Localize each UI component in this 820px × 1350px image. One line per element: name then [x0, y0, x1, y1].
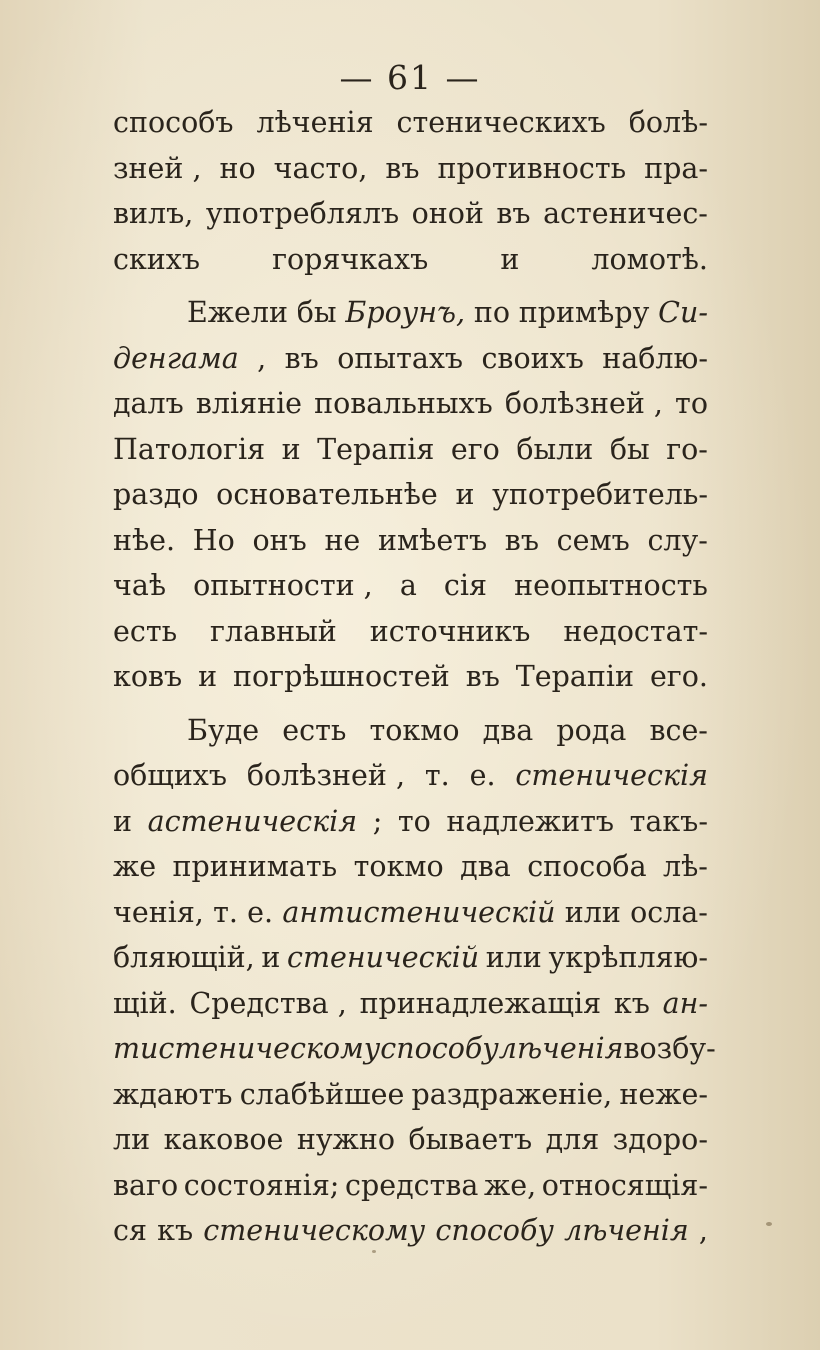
word: ломотѣ. — [591, 242, 708, 276]
word: ; — [372, 804, 383, 838]
word: ан- — [662, 986, 708, 1020]
word: къ — [157, 1214, 194, 1247]
word: лѣченія — [564, 1214, 689, 1247]
word: ваго — [113, 1168, 179, 1202]
word: не — [324, 523, 361, 557]
word: семъ — [556, 523, 630, 557]
word: состоянія; — [183, 1168, 340, 1202]
word: недостат- — [563, 614, 708, 648]
word: зней , — [113, 151, 202, 185]
word: или — [564, 895, 621, 929]
word: способу — [380, 1032, 499, 1065]
word: неже- — [619, 1077, 708, 1111]
word: часто, — [273, 151, 368, 185]
word: нужно — [296, 1123, 396, 1156]
text-line — [113, 146, 708, 192]
word: по — [473, 296, 511, 329]
word: болѣзней , — [504, 387, 663, 420]
word: принимать — [172, 850, 338, 883]
text-line — [113, 336, 708, 382]
word: для — [545, 1123, 600, 1156]
text-line — [113, 753, 708, 799]
word: бы — [296, 296, 337, 329]
word: здоро- — [612, 1123, 708, 1156]
word: бы — [609, 432, 650, 466]
word: употреблялъ — [205, 197, 400, 230]
word: же, — [484, 1168, 537, 1202]
paper-speck — [372, 1250, 376, 1253]
text-line — [113, 472, 708, 518]
word: далъ — [113, 387, 184, 420]
word: каковое — [163, 1123, 284, 1156]
word: возбу- — [623, 1032, 716, 1065]
word: въ — [465, 660, 500, 693]
word: ли — [113, 1123, 151, 1156]
word: Терапія — [317, 432, 435, 466]
word: примѣру — [518, 296, 650, 329]
word: т. — [424, 759, 450, 792]
word: опытахъ — [337, 341, 464, 375]
word: раздраженіе, — [411, 1077, 613, 1111]
word: неопытность — [514, 569, 708, 602]
word: средства — [345, 1168, 479, 1202]
paragraph-gap — [113, 282, 708, 290]
word: болѣзней , — [246, 759, 406, 792]
word: наблю- — [602, 341, 708, 375]
word: употребитель- — [492, 478, 708, 511]
word: способъ — [113, 106, 234, 139]
word: же — [113, 850, 157, 883]
text-line — [113, 609, 708, 655]
word: такъ- — [629, 804, 708, 838]
word: токмо — [353, 850, 444, 883]
word: источникъ — [369, 614, 531, 648]
word: два — [482, 713, 534, 747]
word: раздо — [113, 478, 199, 511]
text-line — [113, 844, 708, 890]
word: въ — [284, 341, 319, 375]
word: лѣ- — [663, 850, 708, 883]
text-line — [113, 935, 708, 981]
word: въ — [496, 197, 531, 230]
word: денгама — [113, 341, 239, 375]
word: стеническій — [287, 941, 480, 974]
word: Средства , — [189, 986, 347, 1020]
word: стеническому — [203, 1214, 426, 1247]
text-line — [113, 981, 708, 1027]
word: и — [500, 242, 520, 276]
word: Но — [192, 523, 235, 557]
word: горячкахъ — [272, 242, 429, 276]
word: принадлежащія — [359, 986, 602, 1020]
word: Броунъ, — [345, 296, 466, 329]
word: , — [698, 1214, 708, 1247]
word: лѣченія — [498, 1032, 624, 1065]
text-line — [113, 1072, 708, 1118]
word: надлежитъ — [446, 804, 615, 838]
word: стеническихъ — [396, 106, 606, 139]
paper-speck — [766, 1222, 772, 1226]
word: и — [455, 478, 475, 511]
word: и — [261, 941, 281, 974]
text-line — [113, 381, 708, 427]
word: лѣченія — [256, 106, 374, 139]
word: основательнѣе — [216, 478, 438, 511]
text-line — [113, 290, 708, 336]
text-line — [113, 518, 708, 564]
word: Ежели — [187, 296, 288, 329]
word: то — [397, 804, 431, 838]
word: и — [198, 660, 218, 693]
word: антистеническій — [282, 895, 556, 929]
word: пра- — [644, 151, 708, 185]
word: есть — [113, 614, 178, 648]
word: къ — [613, 986, 650, 1020]
text-line — [113, 237, 708, 283]
word: ждаютъ — [113, 1077, 233, 1111]
word: вліяніе — [195, 387, 303, 420]
word: имѣетъ — [377, 523, 488, 557]
word: астеническія — [147, 804, 358, 838]
word: и — [113, 804, 132, 838]
word: своихъ — [481, 341, 584, 375]
word: щій. — [113, 986, 177, 1020]
word: или — [485, 941, 542, 974]
word: скихъ — [113, 242, 200, 276]
word: все- — [649, 713, 708, 747]
word: го- — [666, 432, 708, 466]
text-line — [113, 654, 708, 700]
word: чаѣ — [113, 569, 167, 602]
word: вилъ, — [113, 197, 194, 230]
word: Терапіи — [515, 660, 635, 693]
word: стеническія — [515, 759, 708, 792]
word: сія — [443, 569, 487, 602]
word: нѣе. — [113, 523, 176, 557]
word: ся — [113, 1214, 147, 1247]
word: были — [516, 432, 594, 466]
word: , — [257, 341, 267, 375]
word: оной — [411, 197, 484, 230]
word: е. — [247, 895, 274, 929]
text-line — [113, 427, 708, 473]
text-line — [113, 708, 708, 754]
word: опытности , — [193, 569, 373, 602]
word: въ — [504, 523, 539, 557]
word: есть — [282, 713, 347, 747]
word: ченія, — [113, 895, 204, 929]
word: бываетъ — [408, 1123, 533, 1156]
word: т. — [213, 895, 238, 929]
body-text — [113, 100, 716, 1254]
text-line — [113, 890, 708, 936]
text-line — [113, 191, 708, 237]
word: Патологія — [113, 432, 266, 466]
page-number: — 61 — — [339, 58, 481, 97]
word: и — [281, 432, 301, 466]
word: общихъ — [113, 759, 228, 792]
word: способу — [435, 1214, 554, 1247]
word: то — [675, 387, 708, 420]
text-line — [113, 1117, 708, 1163]
word: ослa- — [630, 895, 708, 929]
word: ковъ — [113, 660, 183, 693]
word: тистеническому — [113, 1032, 381, 1065]
word: но — [219, 151, 256, 185]
word: бляющій, — [113, 941, 255, 974]
word: два — [460, 850, 511, 883]
word: повальныхъ — [314, 387, 493, 420]
word: его. — [649, 660, 708, 693]
word: способа — [527, 850, 647, 883]
word: болѣ- — [628, 106, 708, 139]
text-line — [113, 1163, 708, 1209]
word: главный — [210, 614, 337, 648]
text-line — [113, 100, 708, 146]
word: въ — [385, 151, 420, 185]
text-line — [113, 1208, 708, 1254]
word: а — [399, 569, 417, 602]
word: слабѣйшее — [239, 1077, 405, 1111]
text-line — [113, 1026, 716, 1072]
word: относящія- — [541, 1168, 708, 1202]
word: его — [450, 432, 500, 466]
text-line — [113, 799, 708, 845]
text-line — [113, 563, 708, 609]
paragraph-gap — [113, 700, 708, 708]
word: онъ — [252, 523, 307, 557]
word: Си- — [658, 296, 708, 329]
word: Буде — [187, 713, 260, 747]
word: противность — [437, 151, 627, 185]
word: укрѣпляю- — [548, 941, 708, 974]
word: астеничес- — [543, 197, 708, 230]
word: погрѣшностей — [233, 660, 450, 693]
word: рода — [556, 713, 627, 747]
word: е. — [469, 759, 496, 792]
word: слу- — [647, 523, 708, 557]
word: токмо — [369, 713, 460, 747]
